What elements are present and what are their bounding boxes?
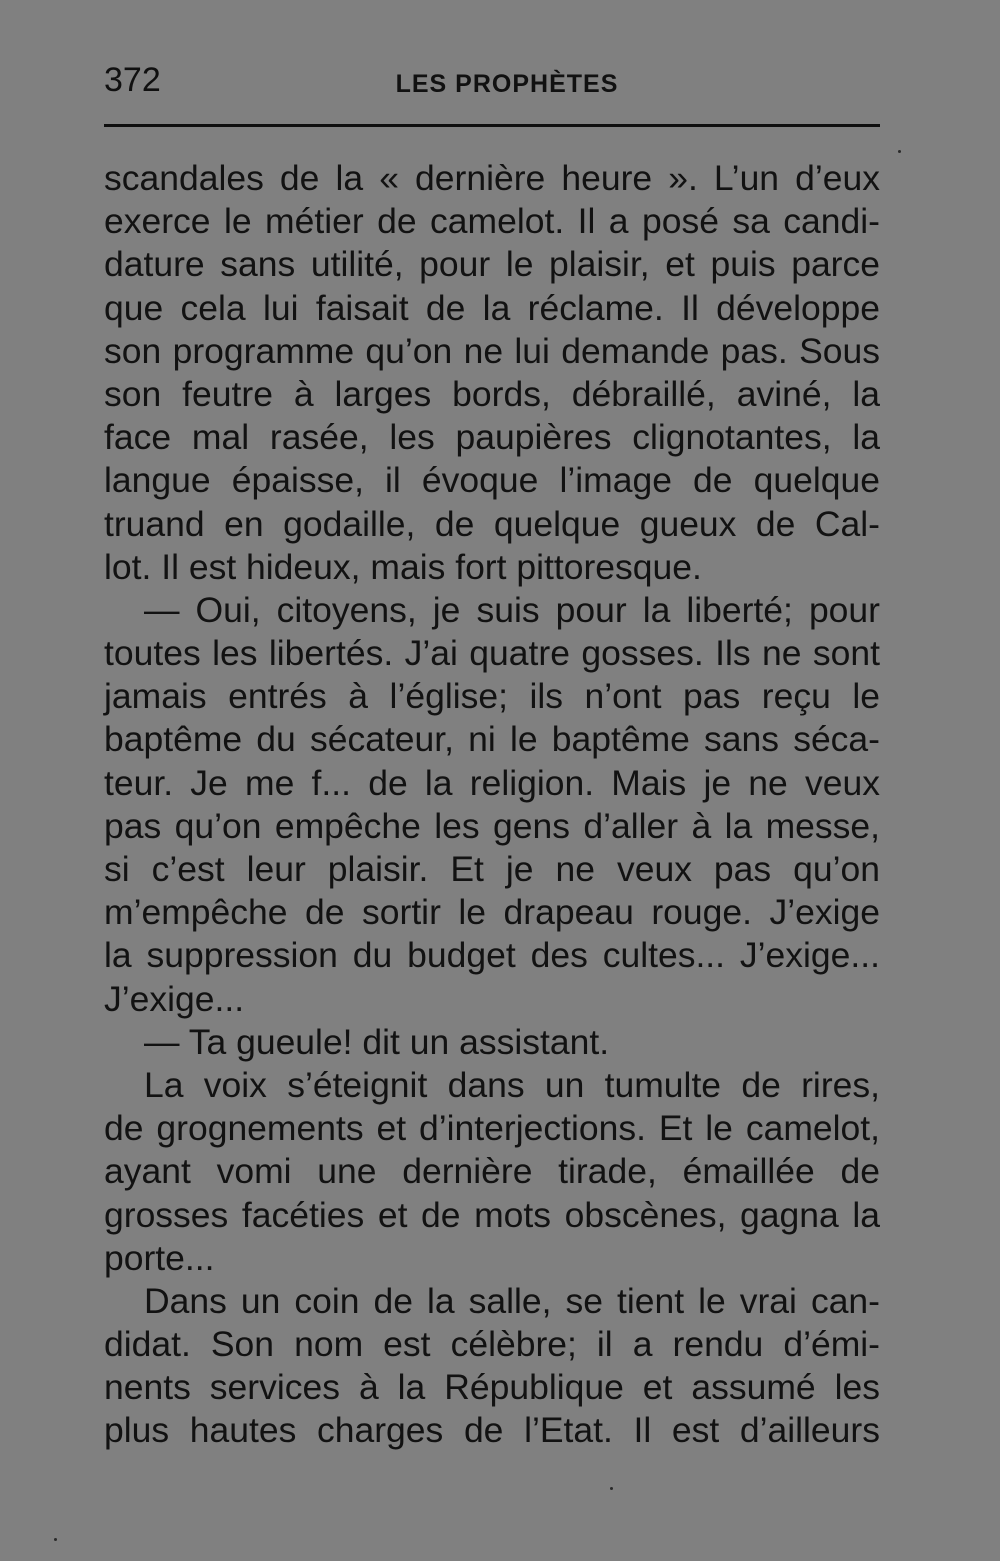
text-line: toutes les libertés. J’ai quatre gosses. Ils ne sont: [104, 633, 880, 674]
text-line: nents services à la République et assumé les: [104, 1367, 880, 1408]
text-line: La voix s’éteignit dans un tumulte de rires,: [144, 1064, 880, 1105]
text-line: — Oui, citoyens, je suis pour la liberté; pour: [144, 589, 880, 630]
running-head: LES PROPHÈTES: [395, 70, 619, 98]
text-line: baptême du sécateur, ni le baptême sans séca-: [104, 719, 880, 760]
text-line: J’exige...: [104, 978, 245, 1019]
text-line: truand en godaille, de quelque gueux de Cal-: [104, 503, 880, 544]
text-line: la suppression du budget des cultes... J’exige...: [104, 935, 880, 976]
text-line: face mal rasée, les paupières clignotantes, la: [104, 417, 880, 458]
text-line: ayant vomi une dernière tirade, émaillée de: [104, 1151, 880, 1192]
text-line: si c’est leur plaisir. Et je ne veux pas qu’on: [104, 849, 880, 889]
page-number: 372: [104, 61, 161, 99]
scan-speck: [54, 1538, 57, 1541]
text-line: teur. Je me f... de la religion. Mais je ne veux: [104, 762, 880, 803]
body-text: [104, 157, 880, 1453]
text-line: exerce le métier de camelot. Il a posé sa candi-: [104, 201, 880, 242]
text-line: scandales de la « dernière heure ». L’un d’eux: [104, 158, 880, 198]
text-line: dature sans utilité, pour le plaisir, et puis parce: [104, 244, 880, 285]
header-rule: [104, 124, 880, 127]
text-line: son programme qu’on ne lui demande pas. Sous: [104, 330, 880, 371]
text-line: lot. Il est hideux, mais fort pittoresque.: [104, 546, 702, 587]
text-line: Dans un coin de la salle, se tient le vrai can-: [144, 1280, 880, 1321]
text-line: de grognements et d’interjections. Et le camelot,: [104, 1108, 880, 1149]
scan-speck: [610, 1487, 613, 1490]
text-line: porte...: [104, 1237, 215, 1278]
text-line: son feutre à larges bords, débraillé, aviné, la: [104, 373, 880, 414]
text-line: jamais entrés à l’église; ils n’ont pas reçu le: [104, 676, 880, 717]
scan-speck: [898, 150, 901, 153]
text-line: grosses facéties et de mots obscènes, gagna la: [104, 1194, 880, 1235]
text-line: pas qu’on empêche les gens d’aller à la messe,: [104, 805, 880, 846]
text-line: que cela lui faisait de la réclame. Il développe: [104, 287, 880, 328]
text-line: plus hautes charges de l’Etat. Il est d’ailleurs: [104, 1410, 880, 1451]
text-line: m’empêche de sortir le drapeau rouge. J’exige: [104, 892, 880, 933]
text-line: — Ta gueule! dit un assistant.: [144, 1021, 610, 1062]
text-line: didat. Son nom est célèbre; il a rendu d’émi-: [104, 1324, 880, 1365]
page-header: [104, 58, 880, 108]
text-line: langue épaisse, il évoque l’image de quelque: [104, 460, 880, 501]
